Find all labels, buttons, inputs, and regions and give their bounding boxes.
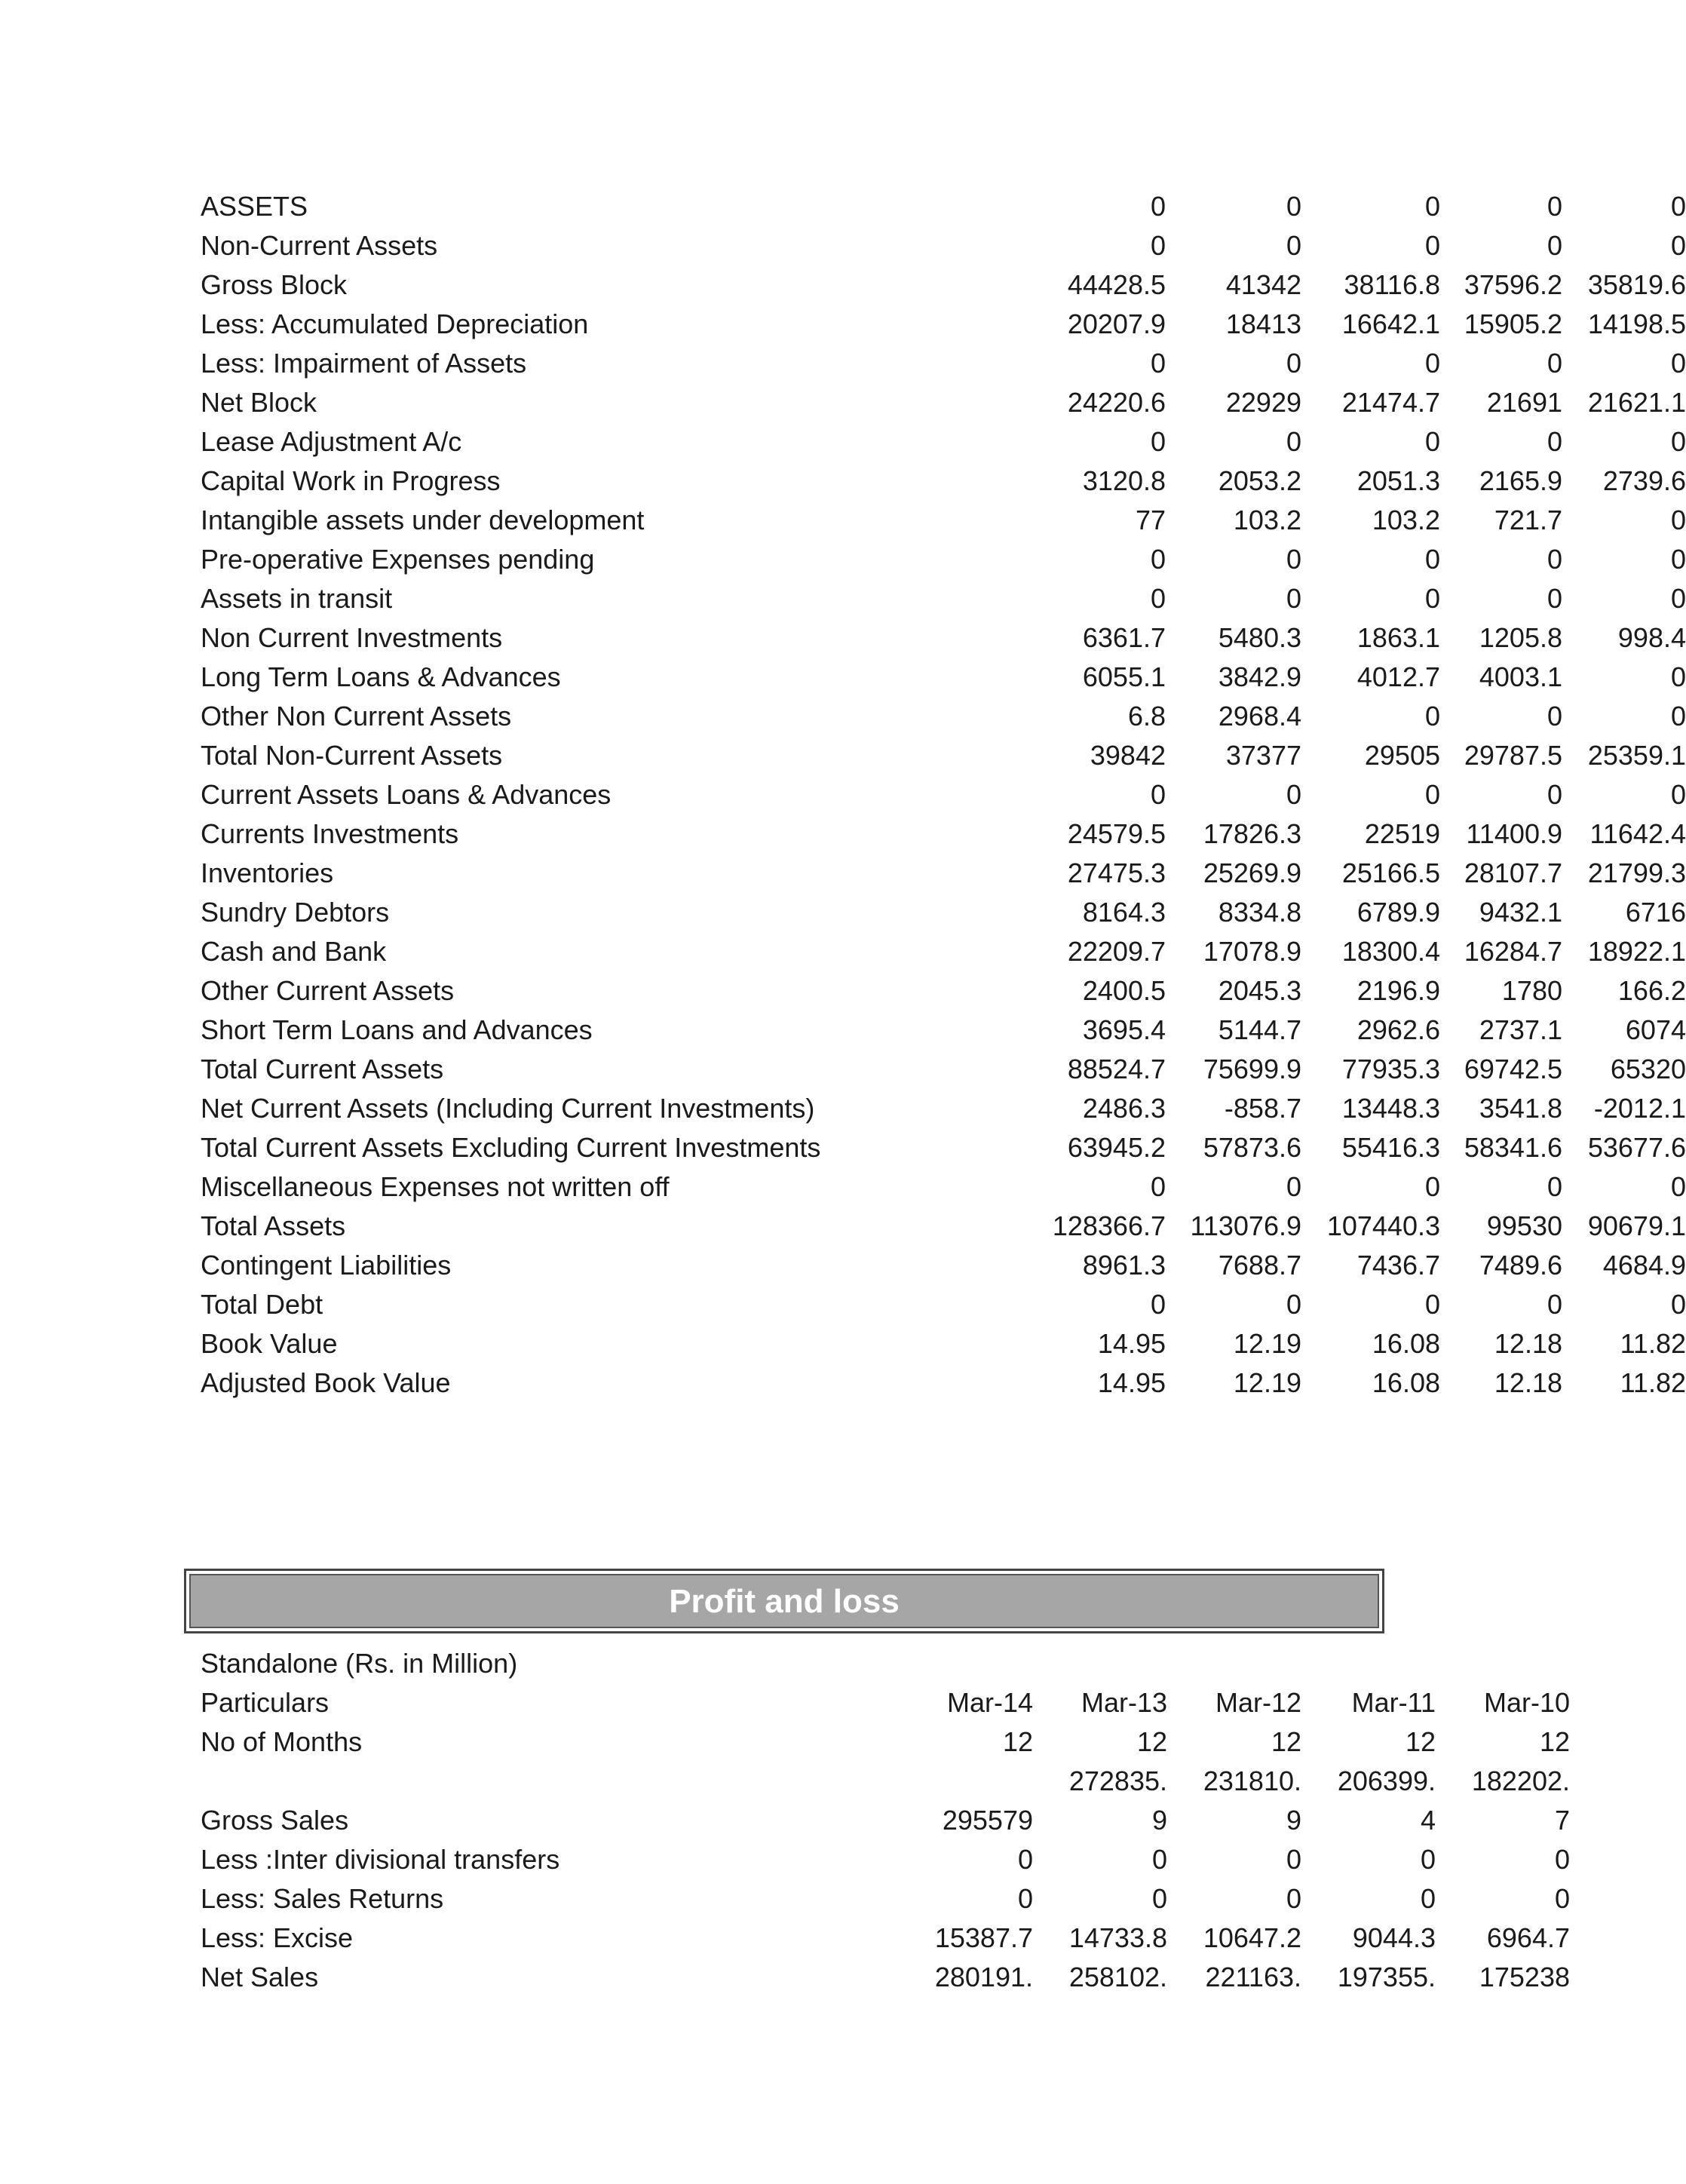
bs-cell: 0	[1670, 1289, 1686, 1320]
bs-cell: 7688.7	[1218, 1250, 1301, 1281]
bs-cell: 0	[1424, 544, 1440, 575]
bs-cell: 22929	[1225, 387, 1301, 418]
bs-cell: 0	[1670, 583, 1686, 614]
bs-cell: 16284.7	[1464, 936, 1562, 967]
bs-cell: 1863.1	[1356, 622, 1440, 653]
pl-cell: 0	[1286, 1844, 1301, 1875]
bs-cell: 721.7	[1494, 505, 1562, 535]
pl-header-col: Mar-11	[1351, 1687, 1436, 1718]
bs-cell: 25166.5	[1341, 857, 1440, 888]
pl-subtitle: Standalone (Rs. in Million)	[201, 1648, 518, 1679]
bs-cell: 12.18	[1494, 1328, 1562, 1359]
bs-cell: 0	[1286, 779, 1301, 810]
bs-cell: 0	[1670, 191, 1686, 222]
pl-cell: 12	[1002, 1726, 1033, 1757]
bs-cell: 0	[1150, 230, 1166, 261]
bs-cell: 2165.9	[1479, 465, 1562, 496]
pl-cell: 0	[1420, 1844, 1436, 1875]
bs-cell: 28107.7	[1464, 857, 1562, 888]
bs-cell: 16642.1	[1341, 308, 1440, 339]
bs-cell: 0	[1547, 1171, 1562, 1202]
bs-cell: 5480.3	[1218, 622, 1301, 653]
bs-cell: 6055.1	[1082, 661, 1166, 692]
bs-cell: 0	[1547, 191, 1562, 222]
bs-cell: 2739.6	[1602, 465, 1686, 496]
bs-row-label: Short Term Loans and Advances	[201, 1014, 593, 1045]
bs-cell: 39842	[1090, 740, 1166, 771]
bs-cell: 0	[1670, 505, 1686, 535]
bs-cell: 0	[1424, 583, 1440, 614]
bs-cell: 107440.3	[1326, 1210, 1440, 1241]
bs-cell: 0	[1547, 230, 1562, 261]
bs-cell: 17826.3	[1203, 818, 1301, 849]
pl-row-label: Net Sales	[201, 1962, 319, 1992]
bs-cell: 3842.9	[1218, 661, 1301, 692]
bs-row-label: Less: Accumulated Depreciation	[201, 308, 589, 339]
bs-cell: 6716	[1625, 897, 1686, 928]
bs-cell: 0	[1670, 661, 1686, 692]
bs-row-label: Inventories	[201, 857, 334, 888]
pl-cell: 4	[1420, 1805, 1436, 1836]
bs-cell: 16.08	[1372, 1367, 1440, 1398]
pl-cell: 280191.	[934, 1962, 1033, 1992]
bs-cell: 2045.3	[1218, 975, 1301, 1006]
bs-row-label: Contingent Liabilities	[201, 1250, 452, 1281]
bs-cell: 11.82	[1620, 1328, 1686, 1359]
pl-cell: 7	[1554, 1805, 1570, 1836]
bs-cell: 65320	[1610, 1054, 1686, 1084]
bs-cell: 21621.1	[1587, 387, 1686, 418]
bs-cell: 103.2	[1372, 505, 1440, 535]
bs-cell: 0	[1424, 779, 1440, 810]
bs-row-label: Sundry Debtors	[201, 897, 390, 928]
pl-cell: 12	[1405, 1726, 1436, 1757]
bs-cell: 0	[1286, 1289, 1301, 1320]
bs-cell: 2962.6	[1356, 1014, 1440, 1045]
bs-row-label: Total Debt	[201, 1289, 323, 1320]
bs-cell: 11.82	[1620, 1367, 1686, 1398]
bs-cell: 2400.5	[1082, 975, 1166, 1006]
bs-cell: 21799.3	[1587, 857, 1686, 888]
bs-cell: 1205.8	[1479, 622, 1562, 653]
pl-cell: 231810.	[1203, 1765, 1301, 1796]
bs-cell: 0	[1150, 1171, 1166, 1202]
bs-row-label: Intangible assets under development	[201, 505, 645, 535]
pl-header-label: Particulars	[201, 1687, 330, 1718]
bs-row-label: Other Non Current Assets	[201, 701, 512, 732]
bs-cell: 166.2	[1617, 975, 1686, 1006]
pl-cell: 197355.	[1337, 1962, 1436, 1992]
bs-cell: 5144.7	[1218, 1014, 1301, 1045]
bs-cell: 2968.4	[1218, 701, 1301, 732]
pl-cell: 175238	[1479, 1962, 1570, 1992]
bs-cell: 8164.3	[1082, 897, 1166, 928]
bs-cell: 21691	[1486, 387, 1562, 418]
bs-cell: 0	[1547, 701, 1562, 732]
pl-cell: 206399.	[1337, 1765, 1436, 1796]
bs-cell: 41342	[1225, 269, 1301, 300]
bs-cell: 88524.7	[1067, 1054, 1166, 1084]
bs-cell: 0	[1547, 544, 1562, 575]
bs-cell: 3120.8	[1082, 465, 1166, 496]
bs-cell: 0	[1286, 1171, 1301, 1202]
pl-cell: 182202.	[1471, 1765, 1570, 1796]
bs-row-label: Capital Work in Progress	[201, 465, 501, 496]
bs-cell: 0	[1670, 348, 1686, 379]
pl-cell: 0	[1286, 1883, 1301, 1914]
bs-row-label: Book Value	[201, 1328, 338, 1359]
bs-cell: 22209.7	[1067, 936, 1166, 967]
bs-cell: 0	[1547, 426, 1562, 457]
bs-cell: 0	[1547, 348, 1562, 379]
bs-cell: 0	[1424, 701, 1440, 732]
bs-cell: 0	[1424, 1171, 1440, 1202]
bs-cell: 90679.1	[1587, 1210, 1686, 1241]
bs-cell: 13448.3	[1341, 1093, 1440, 1124]
bs-cell: 0	[1150, 1289, 1166, 1320]
bs-row-label: Pre-operative Expenses pending	[201, 544, 595, 575]
bs-cell: 0	[1547, 1289, 1562, 1320]
bs-row-label: Cash and Bank	[201, 936, 387, 967]
bs-cell: 1780	[1501, 975, 1562, 1006]
bs-cell: 7436.7	[1356, 1250, 1440, 1281]
bs-cell: 63945.2	[1067, 1132, 1166, 1163]
bs-cell: 6.8	[1127, 701, 1166, 732]
bs-row-label: Total Non-Current Assets	[201, 740, 503, 771]
bs-cell: 103.2	[1233, 505, 1301, 535]
bs-cell: 24579.5	[1067, 818, 1166, 849]
pl-cell: 0	[1554, 1844, 1570, 1875]
bs-cell: 12.18	[1494, 1367, 1562, 1398]
pl-cell: 10647.2	[1203, 1922, 1301, 1953]
bs-cell: 0	[1150, 583, 1166, 614]
bs-cell: 12.19	[1233, 1328, 1301, 1359]
bs-cell: 77935.3	[1341, 1054, 1440, 1084]
bs-cell: 0	[1670, 426, 1686, 457]
bs-cell: 6074	[1625, 1014, 1686, 1045]
pl-cell: 0	[1017, 1844, 1033, 1875]
bs-cell: 4003.1	[1479, 661, 1562, 692]
bs-cell: 29787.5	[1464, 740, 1562, 771]
pl-row-label: Less :Inter divisional transfers	[201, 1844, 560, 1875]
bs-cell: 38116.8	[1344, 269, 1440, 300]
bs-row-label: Total Current Assets Excluding Current Investments	[201, 1132, 821, 1163]
pl-header-col: Mar-14	[946, 1687, 1033, 1718]
pl-cell: 12	[1539, 1726, 1570, 1757]
bs-cell: 2051.3	[1356, 465, 1440, 496]
bs-cell: 35819.6	[1587, 269, 1686, 300]
bs-cell: 16.08	[1372, 1328, 1440, 1359]
pl-cell: 272835.	[1068, 1765, 1167, 1796]
bs-cell: 998.4	[1617, 622, 1686, 653]
bs-row-label: Adjusted Book Value	[201, 1367, 451, 1398]
pl-cell: 6964.7	[1486, 1922, 1570, 1953]
bs-cell: 0	[1424, 426, 1440, 457]
bs-cell: 113076.9	[1190, 1210, 1301, 1241]
bs-cell: 3695.4	[1082, 1014, 1166, 1045]
pl-header-col: Mar-12	[1215, 1687, 1301, 1718]
pl-cell: 0	[1151, 1844, 1167, 1875]
bs-cell: 0	[1670, 701, 1686, 732]
bs-cell: 0	[1150, 348, 1166, 379]
bs-row-label: Net Block	[201, 387, 317, 418]
profit-and-loss-title: Profit and loss	[189, 1574, 1379, 1628]
bs-cell: 0	[1670, 1171, 1686, 1202]
bs-row-label: Current Assets Loans & Advances	[201, 779, 612, 810]
bs-row-label: Miscellaneous Expenses not written off	[201, 1171, 670, 1202]
bs-cell: 15905.2	[1464, 308, 1562, 339]
pl-cell: 14733.8	[1068, 1922, 1167, 1953]
bs-row-label: ASSETS	[201, 191, 308, 222]
bs-row-label: Less: Impairment of Assets	[201, 348, 527, 379]
pl-row-label: Less: Excise	[201, 1922, 354, 1953]
bs-row-label: Non Current Investments	[201, 622, 503, 653]
bs-cell: 2196.9	[1356, 975, 1440, 1006]
bs-cell: 0	[1670, 230, 1686, 261]
pl-cell: 15387.7	[934, 1922, 1033, 1953]
bs-cell: 8961.3	[1082, 1250, 1166, 1281]
bs-cell: 0	[1286, 191, 1301, 222]
pl-header-col: Mar-10	[1483, 1687, 1570, 1718]
pl-cell: 0	[1017, 1883, 1033, 1914]
bs-cell: 9432.1	[1479, 897, 1562, 928]
bs-cell: -2012.1	[1593, 1093, 1686, 1124]
bs-cell: 0	[1286, 426, 1301, 457]
bs-cell: 58341.6	[1464, 1132, 1562, 1163]
bs-cell: 2737.1	[1479, 1014, 1562, 1045]
bs-cell: 18300.4	[1341, 936, 1440, 967]
bs-row-label: Other Current Assets	[201, 975, 455, 1006]
pl-row-label: Less: Sales Returns	[201, 1883, 444, 1914]
bs-cell: 0	[1670, 779, 1686, 810]
bs-cell: 99530	[1486, 1210, 1562, 1241]
bs-cell: 2486.3	[1082, 1093, 1166, 1124]
bs-row-label: Long Term Loans & Advances	[201, 661, 561, 692]
bs-cell: 14198.5	[1587, 308, 1686, 339]
bs-cell: 0	[1670, 544, 1686, 575]
bs-cell: 0	[1150, 426, 1166, 457]
bs-cell: 18413	[1225, 308, 1301, 339]
bs-cell: 29505	[1364, 740, 1440, 771]
pl-cell: 0	[1420, 1883, 1436, 1914]
bs-cell: 25359.1	[1587, 740, 1686, 771]
bs-row-label: Lease Adjustment A/c	[201, 426, 462, 457]
bs-cell: 69742.5	[1464, 1054, 1562, 1084]
bs-cell: 0	[1286, 583, 1301, 614]
bs-cell: 0	[1286, 544, 1301, 575]
bs-cell: 3541.8	[1479, 1093, 1562, 1124]
bs-cell: 55416.3	[1341, 1132, 1440, 1163]
profit-and-loss-banner	[184, 1569, 1384, 1633]
bs-row-label: Gross Block	[201, 269, 348, 300]
pl-cell: 0	[1554, 1883, 1570, 1914]
bs-row-label: Assets in transit	[201, 583, 393, 614]
bs-cell: 37377	[1225, 740, 1301, 771]
bs-cell: 11642.4	[1589, 818, 1686, 849]
bs-cell: 14.95	[1097, 1328, 1166, 1359]
bs-cell: 37596.2	[1464, 269, 1562, 300]
bs-cell: 0	[1286, 230, 1301, 261]
bs-cell: 24220.6	[1067, 387, 1166, 418]
bs-cell: 0	[1424, 230, 1440, 261]
bs-cell: 128366.7	[1052, 1210, 1166, 1241]
bs-cell: 77	[1135, 505, 1166, 535]
bs-cell: 0	[1150, 779, 1166, 810]
bs-cell: 17078.9	[1203, 936, 1301, 967]
bs-cell: 0	[1150, 544, 1166, 575]
bs-cell: 12.19	[1233, 1367, 1301, 1398]
bs-row-label: Net Current Assets (Including Current Investments)	[201, 1093, 815, 1124]
bs-cell: 14.95	[1097, 1367, 1166, 1398]
bs-row-label: Non-Current Assets	[201, 230, 438, 261]
pl-cell: 9	[1151, 1805, 1167, 1836]
pl-cell: 9	[1286, 1805, 1301, 1836]
pl-cell: 12	[1271, 1726, 1301, 1757]
bs-cell: 21474.7	[1341, 387, 1440, 418]
bs-row-label: Total Assets	[201, 1210, 346, 1241]
bs-cell: 0	[1424, 191, 1440, 222]
bs-cell: 22519	[1364, 818, 1440, 849]
bs-cell: 57873.6	[1203, 1132, 1301, 1163]
bs-cell: 11400.9	[1466, 818, 1562, 849]
bs-cell: 4684.9	[1602, 1250, 1686, 1281]
bs-cell: -858.7	[1224, 1093, 1301, 1124]
bs-cell: 0	[1286, 348, 1301, 379]
bs-cell: 27475.3	[1067, 857, 1166, 888]
bs-cell: 0	[1424, 348, 1440, 379]
pl-gross-sales-label: Gross Sales	[201, 1805, 349, 1836]
bs-cell: 0	[1150, 191, 1166, 222]
bs-cell: 2053.2	[1218, 465, 1301, 496]
pl-cell: 295579	[942, 1805, 1033, 1836]
bs-cell: 6789.9	[1356, 897, 1440, 928]
bs-cell: 4012.7	[1356, 661, 1440, 692]
bs-cell: 18922.1	[1587, 936, 1686, 967]
bs-cell: 20207.9	[1067, 308, 1166, 339]
bs-cell: 25269.9	[1203, 857, 1301, 888]
bs-cell: 0	[1424, 1289, 1440, 1320]
bs-row-label: Total Current Assets	[201, 1054, 444, 1084]
bs-cell: 7489.6	[1479, 1250, 1562, 1281]
pl-cell: 221163.	[1205, 1962, 1301, 1992]
pl-header-col: Mar-13	[1081, 1687, 1167, 1718]
pl-cell: 12	[1136, 1726, 1167, 1757]
bs-cell: 75699.9	[1203, 1054, 1301, 1084]
bs-cell: 6361.7	[1082, 622, 1166, 653]
bs-cell: 53677.6	[1587, 1132, 1686, 1163]
bs-cell: 0	[1547, 779, 1562, 810]
bs-cell: 8334.8	[1218, 897, 1301, 928]
bs-row-label: Currents Investments	[201, 818, 459, 849]
pl-cell: 0	[1151, 1883, 1167, 1914]
pl-cell: 9044.3	[1352, 1922, 1436, 1953]
bs-cell: 0	[1547, 583, 1562, 614]
bs-cell: 44428.5	[1067, 269, 1166, 300]
pl-months-label: No of Months	[201, 1726, 363, 1757]
pl-cell: 258102.	[1068, 1962, 1167, 1992]
